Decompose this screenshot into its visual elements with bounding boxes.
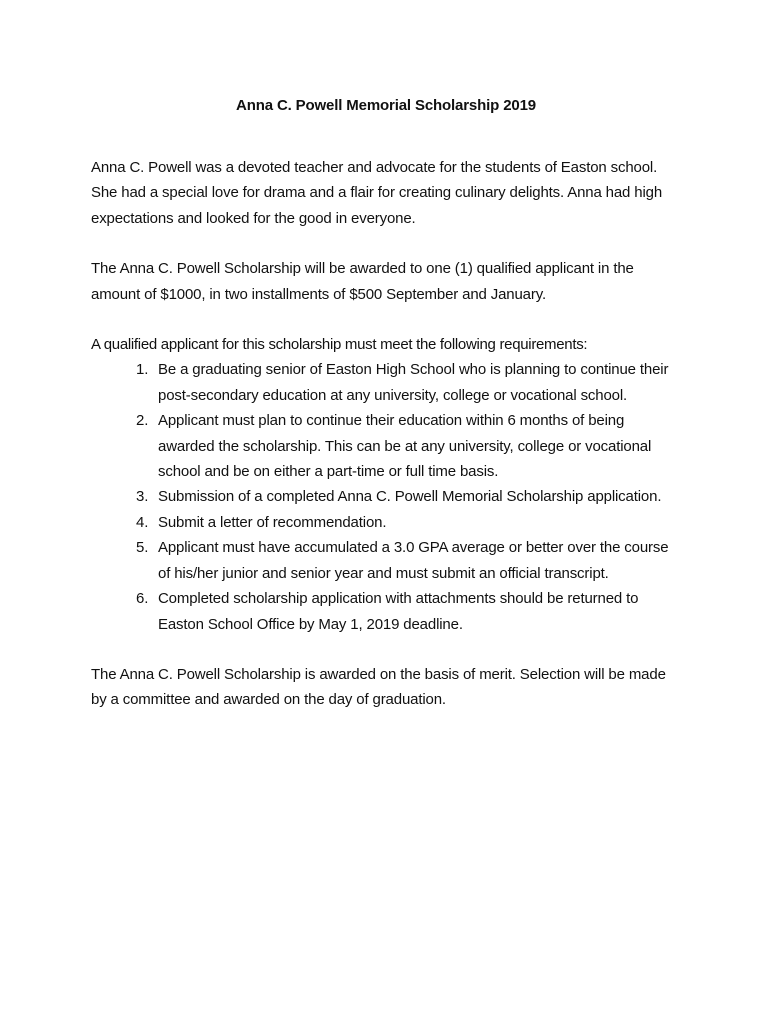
closing-paragraph: The Anna C. Powell Scholarship is awarded on the basis of merit. Selection will be made by a committee and awarded on the day of graduation. <box>91 665 666 709</box>
requirement-number: 2. <box>136 412 149 430</box>
requirement-text: Applicant must plan to continue their education within 6 months of being awarded the scholarship. This can be at any university, college or vocational school and be on either a part-time or full time basis. <box>158 412 652 481</box>
intro-paragraph: Anna C. Powell was a devoted teacher and advocate for the students of Easton school. She had a special love for drama and a flair for creating culinary delights. Anna had high expectations and looked for the good in everyone. <box>91 159 663 227</box>
requirement-text: Applicant must have accumulated a 3.0 GPA average or better over the course of his/her junior and senior year and must submit an official transcript. <box>158 539 669 582</box>
requirement-text: Be a graduating senior of Easton High School who is planning to continue their post-secondary education at any university, college or vocational school. <box>158 361 669 404</box>
document-title: Anna C. Powell Memorial Scholarship 2019 <box>236 97 536 114</box>
requirement-item <box>136 357 681 408</box>
award-paragraph: The Anna C. Powell Scholarship will be awarded to one (1) qualified applicant in the amount of $1000, in two installments of $500 September and January. <box>91 260 634 303</box>
requirement-text: Completed scholarship application with attachments should be returned to Easton School Office by May 1, 2019 deadline. <box>158 590 639 633</box>
requirement-item <box>136 408 681 484</box>
requirement-number: 3. <box>136 488 149 506</box>
requirement-item <box>136 586 681 637</box>
requirements-list <box>91 357 681 636</box>
requirement-item <box>136 535 681 586</box>
requirement-text: Submit a letter of recommendation. <box>158 513 387 531</box>
requirement-item <box>136 484 681 509</box>
requirement-number: 5. <box>136 539 149 557</box>
requirement-number: 6. <box>136 590 149 608</box>
requirement-text: Submission of a completed Anna C. Powell Memorial Scholarship application. <box>158 488 662 506</box>
requirement-item <box>136 510 681 535</box>
requirements-intro: A qualified applicant for this scholarship must meet the following requirements: <box>91 336 588 354</box>
requirement-number: 4. <box>136 513 149 531</box>
requirement-number: 1. <box>136 361 149 379</box>
document-body <box>91 93 681 738</box>
